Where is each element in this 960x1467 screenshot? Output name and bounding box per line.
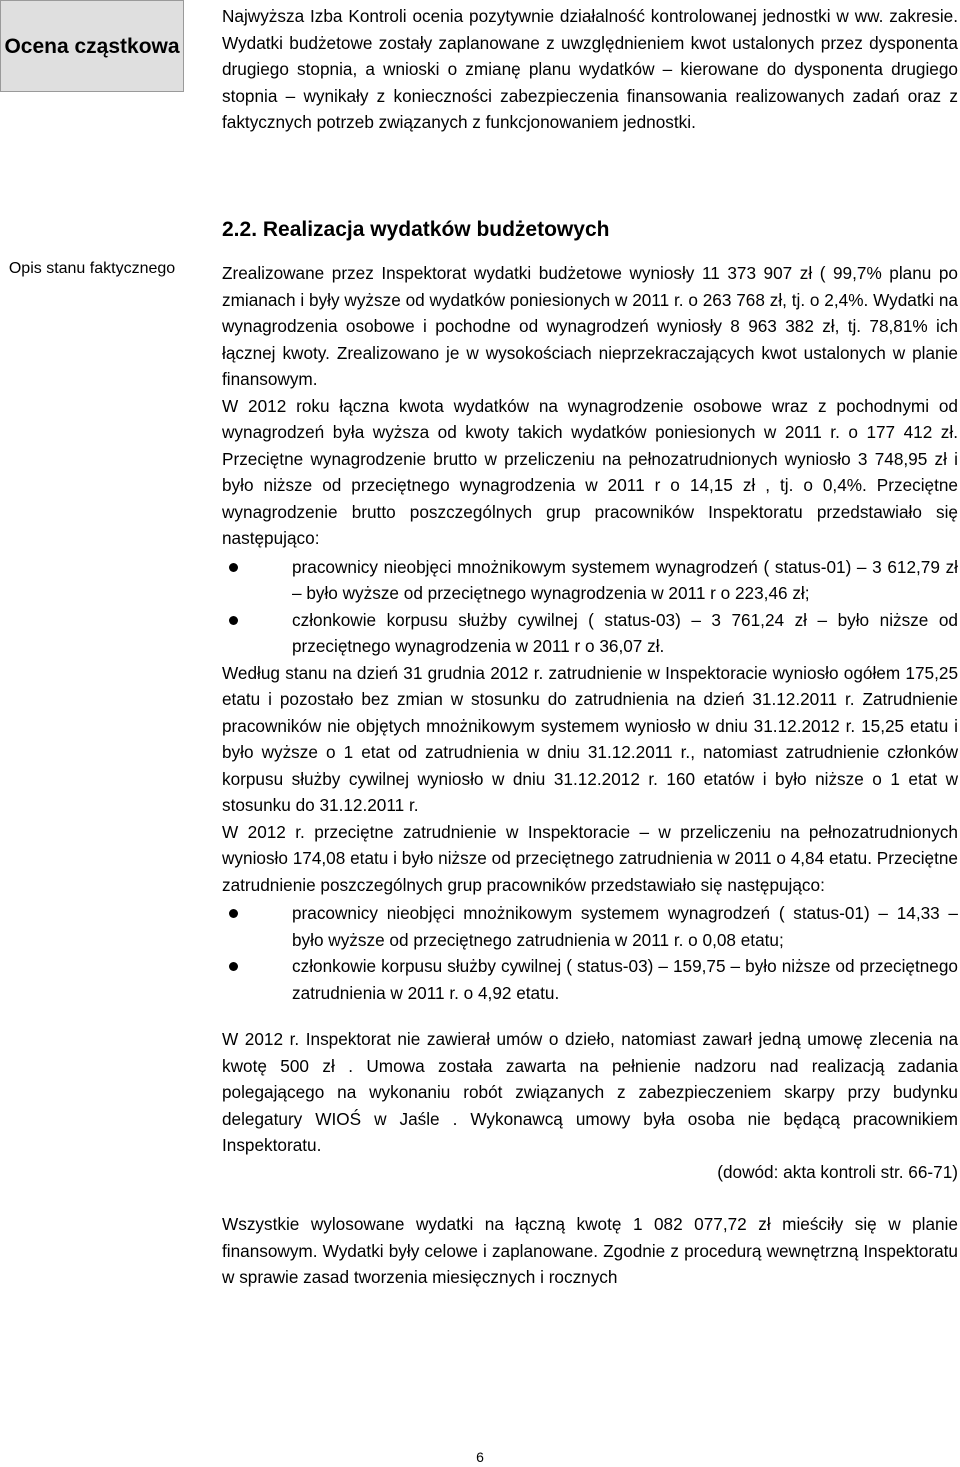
bullet-icon [229, 962, 238, 971]
intro-paragraph: Najwyższa Izba Kontroli ocenia pozytywnie działalność kontrolowanej jednostki w ww. zakresie. Wydatki budżetowe zostały zaplanowane z uwzględnieniem kwot ustalonych przez dysponenta drugiego stopnia, a wnioski o zmianę planu wydatków – kierowane do dysponenta drugiego stopnia – wynikały z konieczności zabezpieczenia finansowania realizowanych zadań oraz z faktycznych potrzeb związanych z funkcjonowaniem jednostki. [222, 6, 958, 132]
evidence-reference: (dowód: akta kontroli str. 66-71) [717, 1161, 958, 1182]
list-item: członkowie korpusu służby cywilnej ( status-03) – 3 761,24 zł – było niższe od przeciętnego wynagrodzenia w 2011 r o 36,07 zł. [292, 607, 958, 660]
rating-label: Ocena cząstkowa [4, 34, 180, 58]
bullet-icon [229, 909, 238, 918]
paragraph-contracts: W 2012 r. Inspektorat nie zawierał umów o dzieło, natomiast zawarł jedną umowę zlecenia na kwotę 500 zł . Umowa została zawarta na pełnienie nadzoru nad realizacją zadania polegającego na wykonaniu robót związanych z zabezpieczeniem skarpy przy budynku delegatury WIOŚ w Jaśle . Wykonawcą umowy była osoba nie będącą pracownikiem Inspektoratu. [222, 1029, 958, 1155]
list-item: pracownicy nieobjęci mnożnikowym systemem wynagrodzeń ( status-01) – 14,33 – było wyższe od przeciętnego zatrudnienia w 2011 r. o 0,08 etatu; [292, 900, 958, 953]
paragraph-average-employment: W 2012 r. przeciętne zatrudnienie w Inspektoracie – w przeliczeniu na pełnozatrudnionych wyniosło 174,08 etatu i było niższe od przeciętnego zatrudnienia w 2011 o 4,84 etatu. Przeciętne zatrudnienie poszczególnych grup pracowników przedstawiało się następująco: [222, 821, 958, 895]
list-item: pracownicy nieobjęci mnożnikowym systemem wynagrodzeń ( status-01) – 3 612,79 zł – było wyższe od przeciętnego wynagrodzenia w 2011 r o 223,46 zł; [292, 554, 958, 607]
section-body [222, 216, 958, 1291]
intro-block [222, 3, 958, 136]
rating-label-box [0, 0, 184, 92]
page-number: 6 [476, 1449, 484, 1465]
paragraph-employment: Według stanu na dzień 31 grudnia 2012 r. zatrudnienie w Inspektoracie wyniosło ogółem 175,25 etatu i pozostało bez zmian w stosunku do zatrudnienia na dzień 31.12.2011 r. Zatrudnienie pracowników nie objętych mnożnikowym systemem wyniosło w dniu 31.12.2012 r. 15,25 etatu i było wyższe o 1 etat od zatrudnienia w dniu 31.12.2011 r., natomiast zatrudnienie członków korpusu służby cywilnej wyniosło w dniu 31.12.2012 r. 160 etatów i było niższe o 1 etat w stosunku do 31.12.2011 r. [222, 662, 958, 815]
paragraph-salaries: W 2012 roku łączna kwota wydatków na wynagrodzenie osobowe wraz z pochodnymi od wynagrodzeń była wyższa od kwoty takich wydatków poniesionych w 2011 r. o 177 412 zł. Przeciętne wynagrodzenie brutto w przeliczeniu na pełnozatrudnionych wyniosło 3 748,95 zł i było niższe od przeciętnego wynagrodzenia w 2011 r o 14,15 zł , tj. o 0,4%. Przeciętne wynagrodzenie brutto poszczególnych grup pracowników Inspektoratu przedstawiało się następująco: [222, 395, 958, 548]
section-heading: 2.2. Realizacja wydatków budżetowych [222, 218, 610, 241]
facts-label-text: Opis stanu faktycznego [8, 260, 176, 277]
salary-groups-list [222, 554, 958, 660]
facts-label [0, 258, 184, 280]
bullet-icon [229, 616, 238, 625]
paragraph-sampled-expenses: Wszystkie wylosowane wydatki na łączną kwotę 1 082 077,72 zł mieściły się w planie finansowym. Wydatki były celowe i zaplanowane. Zgodnie z procedurą wewnętrzną Inspektoratu w sprawie zasad tworzenia miesięcznych i rocznych [222, 1214, 958, 1287]
employment-groups-list [222, 900, 958, 1006]
paragraph-expenditures: Zrealizowane przez Inspektorat wydatki budżetowe wyniosły 11 373 907 zł ( 99,7% planu po zmianach i były wyższe od wydatków poniesionych w 2011 r. o 263 768 zł, tj. o 2,4%. Wydatki na wynagrodzenia osobowe i pochodne od wynagrodzeń wyniosły 8 963 382 zł, tj. 78,81% ich łącznej kwoty. Zrealizowano je w wysokościach nieprzekraczających kwot ustalonych w planie finansowym. [222, 263, 958, 389]
bullet-icon [229, 563, 238, 572]
list-item: członkowie korpusu służby cywilnej ( status-03) – 159,75 – było niższe od przeciętnego zatrudnienia w 2011 r. o 4,92 etatu. [292, 953, 958, 1006]
